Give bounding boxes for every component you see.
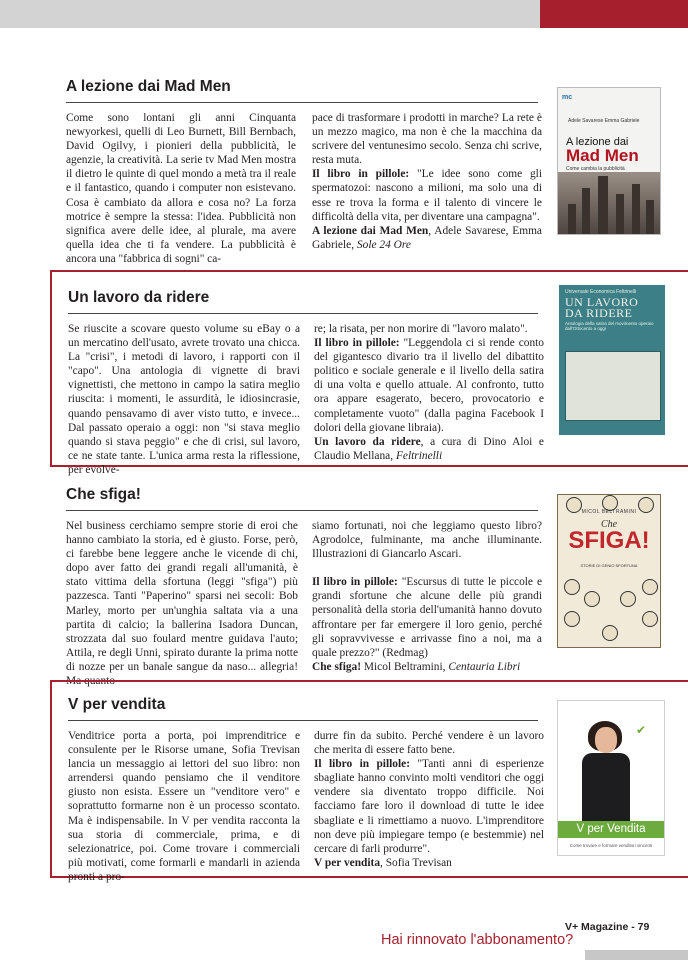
book-cover-lavoro xyxy=(559,285,665,435)
book-title: V per vendita xyxy=(314,856,381,869)
body-text: Venditrice porta a porta, poi imprenditrice e consulente per le Risorse umane, Sofia Trevisan lancia un messaggio ai lettori del suo libro: non arrendersi quando pensiamo che il venditore giusto non esista. Essere un "venditore vero" e soprattutto formarne non è un processo scontato. Ma è indispensabile. In V per vendita racconta la sua storia di commerciale, prima, e di selezionatrice, poi. Come trovare i commerciali più motivati, come formarli e mandarli in azienda pronti a pro- xyxy=(68,730,300,883)
pill-label: Il libro in pillole: xyxy=(314,337,400,350)
pill-text: "Leggendola ci si rende conto del gigantesco divario tra il livello del dibattito politico e sociale generale e il livello della satira di una volta e quello attuale. Al confronto, tutto ora appare esagerato, becero, provocatorio e completamente vuoto" (dalla pagina Facebook I dolori della giovane libraia). xyxy=(314,337,544,434)
publisher-logo: mc xyxy=(562,94,573,101)
article-title: Un lavoro da ridere xyxy=(68,289,210,306)
body-text: Se riuscite a scovare questo volume su eBay o a un mercatino dell'usato, avrete trovato una chicca. La "crisi", i metodi di lavoro, i rapporti con il "capo". Una antologia di vignette di bravi vignettisti, che mettono in campo la satira meglio riuscita: i momenti, le assurdità, le idiosincrasie, quando pensavamo di aver visto tutto, e invece... Dal passato operaio a oggi: non "si stava meglio quando si stava peggio" e che di crisi, sul lavoro, ce ne state tante. L'unica arma resta la riflessione, per evolve- xyxy=(68,323,300,476)
book-title: Che sfiga! xyxy=(312,660,362,673)
pill-label: Il libro in pillole: xyxy=(312,576,398,589)
top-bar-grey xyxy=(0,0,540,28)
title-rule xyxy=(66,102,538,103)
book-authors: , a cura di Dino Aloi e Claudio Mellana, xyxy=(314,435,544,462)
cover-subtitle: Come trovare e formare venditori vincenti xyxy=(569,843,653,848)
cover-title-sfiga: SFIGA! xyxy=(568,527,650,554)
cover-subtitle: STORIE DI GENIO SFORTUNA xyxy=(580,563,638,568)
top-bar-red xyxy=(540,0,688,28)
body-text: pace di trasformare i prodotti in marche? La rete è un mezzo magico, ma non è che la macchina da scrivere del ventunesimo secolo. Senza chi scrive, resta muta. xyxy=(312,112,542,167)
article-v-per-vendita xyxy=(50,680,688,883)
title-rule xyxy=(68,313,538,314)
article-column-2 xyxy=(312,519,542,674)
cover-subtitle: Come cambia la pubblicità xyxy=(566,166,625,172)
cover-title-band: V per Vendita xyxy=(558,821,664,838)
checkmark-icon: ✔ xyxy=(636,723,647,737)
book-cover-che-sfiga xyxy=(557,494,661,648)
pill-text: "Le idee sono come gli spermatozoi: nascono a milioni, ma solo una di esse re trova la forma e il talento di vincere le difficoltà della vita, per diventare una campagna". xyxy=(312,168,542,223)
cover-authors: Adele Savarese Emma Gabriele xyxy=(568,118,640,124)
footer-bar xyxy=(585,950,688,960)
book-cover-v-per-vendita xyxy=(557,700,665,856)
book-authors: , Sofia Trevisan xyxy=(380,856,452,869)
city-skyline-image xyxy=(558,172,660,234)
title-rule xyxy=(68,720,538,721)
book-authors: Micol Beltramini, xyxy=(361,660,446,673)
book-title: A lezione dai Mad Men xyxy=(312,224,429,237)
book-publisher: Centauria Libri xyxy=(448,660,521,673)
pill-label: Il libro in pillole: xyxy=(314,758,411,771)
pill-text: "Tanti anni di esperienze sbagliate hanno convinto molti venditori che oggi vendere sia diventato troppo difficile. Noi facciamo fare loro il download di tutte le idee sbagliate e li rimettiamo a nuovo. L'imprenditore non deve più impiegare tempo (e bestemmie) nel cercare di farli produrre". xyxy=(314,758,544,855)
book-title: Un lavoro da ridere xyxy=(314,435,421,448)
article-column-1 xyxy=(66,111,296,266)
article-mad-men xyxy=(50,70,688,265)
article-title: A lezione dai Mad Men xyxy=(66,78,231,95)
article-column-1 xyxy=(66,519,298,688)
cover-title-line1: A lezione dai xyxy=(566,136,629,148)
cover-title: UN LAVORO DA RIDERE xyxy=(565,295,639,320)
book-publisher: Feltrinelli xyxy=(395,449,443,462)
article-column-1 xyxy=(68,322,300,477)
article-title: V per vendita xyxy=(68,696,166,713)
pill-text: "Escursus di tutte le piccole e grandi sfortune che alcune delle più grandi personalità della storia dell'umanità hanno dovuto affrontare per far emergere il loro genio, perché gli sopravvivesse e arrivasse fino a noi, ma a quale prezzo?" (Redmag) xyxy=(312,576,543,659)
subscription-prompt[interactable]: Hai rinnovato l'abbonamento? xyxy=(381,932,574,948)
article-lavoro-da-ridere xyxy=(50,270,688,476)
body-text: siamo fortunati, noi che leggiamo questo libro? Agrodolce, fulminante, ma anche illuminante. Illustrazioni di Giancarlo Ascari. xyxy=(312,520,542,561)
body-text: Come sono lontani gli anni Cinquanta newyorkesi, quelli di Leo Burnett, Bill Bernbach, David Ogilvy, i pionieri della pubblicità, le agenzie, la creatività. La serie tv Mad Men mostra il dietro le quinte di quel mondo a metà tra il reale e il fantastico, quando i computer non esistevano. Cosa è cambiato da allora e cosa no? La forza motrice è sempre la stessa: l'idea. Pubblicità non significa avere delle idee, al plurale, ma avere quella idea che ti fa vendere. La pubblicità è ancora una "fabbrica di sogni" ca- xyxy=(66,112,296,265)
article-column-2 xyxy=(314,322,544,463)
cover-title-che: Che xyxy=(600,519,618,530)
page-number: V+ Magazine - 79 xyxy=(565,921,650,933)
cover-editor: Universale Economica Feltrinelli xyxy=(565,289,637,295)
title-rule xyxy=(66,510,538,511)
article-column-2 xyxy=(314,729,544,870)
cover-subtitle: Antologia della satira del movimento operaio dall'Ottocento a oggi xyxy=(565,321,654,331)
body-text: Nel business cerchiamo sempre storie di eroi che hanno cambiato la storia, ed è giusto. Forse, però, ci farebbe bene leggere anche le vicende di chi, dopo aver fatto dei grandi regali all'umanità, è stato vittima della sfortuna (leggi "sfiga") più pazzesca. Tanti "Paperino" sparsi nei secoli: Bob Marley, morto per un'unghia saltata via a una partita di calcio; la ballerina Isadora Duncan, strozzata dal suo foulard mentre guidava l'auto; Attila, re degli Unni, spirato durante la prima notte di nozze per un banale sangue da naso... allegria! Ma quanto xyxy=(66,520,298,688)
top-bar xyxy=(0,0,688,28)
pill-label: Il libro in pillole: xyxy=(312,168,410,181)
cover-illustration xyxy=(565,351,661,421)
book-authors: , Adele Savarese, Emma Gabriele, xyxy=(312,224,542,251)
book-cover-mad-men xyxy=(557,87,661,235)
cover-author: MICOL BELTRAMINI xyxy=(581,509,637,515)
article-che-sfiga xyxy=(50,478,688,688)
book-publisher: Sole 24 Ore xyxy=(356,238,411,251)
article-column-2 xyxy=(312,111,542,252)
body-text: durre fin da subito. Perché vendere è un lavoro che merita di essere fatto bene. xyxy=(314,730,544,757)
body-text: re; la risata, per non morire di "lavoro malato". xyxy=(314,323,528,335)
article-column-1 xyxy=(68,729,300,884)
article-title: Che sfiga! xyxy=(66,486,141,503)
cover-title-line2: Mad Men xyxy=(566,146,639,165)
